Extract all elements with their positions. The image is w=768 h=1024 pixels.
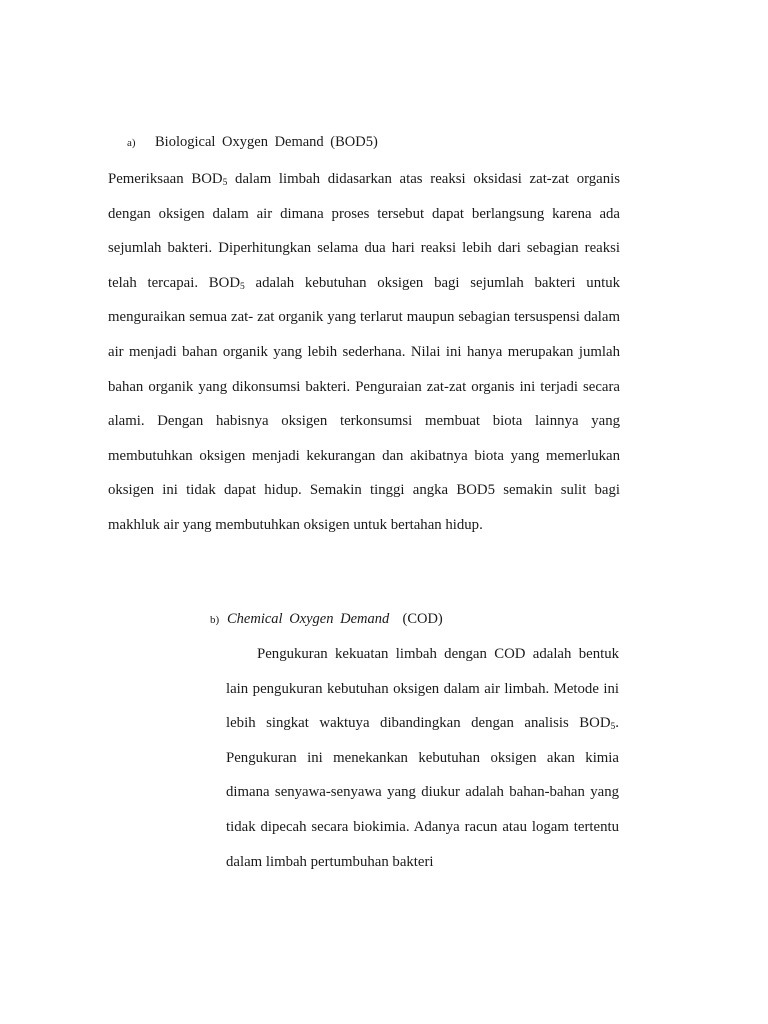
section-b-abbreviation: (COD) — [402, 611, 443, 627]
section-a-title: Biological Oxygen Demand (BOD5) — [155, 134, 378, 150]
section-a-text-2: dalam limbah didasarkan atas reaksi oksidasi zat-zat organis dengan oksigen dalam air dimana proses tersebut dapat berlangsung karena ada sejumlah bakteri. Diperhitungkan selama dua hari reaksi lebih dari sebagian reaksi telah tercapai. BOD — [108, 171, 620, 291]
section-b-text-1: Pengukuran kekuatan limbah dengan COD adalah bentuk lain pengukuran kebutuhan oksigen dalam air limbah. Metode ini lebih singkat waktuya dibandingkan dengan analisis BOD — [226, 646, 619, 732]
section-a-text-1: Pemeriksaan BOD — [108, 171, 223, 187]
section-b-heading — [210, 611, 443, 628]
section-b-text-2: . Pengukuran ini menekankan kebutuhan oksigen akan kimia dimana senyawa-senyawa yang diukur adalah bahan-bahan yang tidak dipecah secara biokimia. Adanya racun atau logam tertentu dalam limbah pertumbuhan bakteri — [226, 715, 619, 870]
section-a-paragraph — [108, 162, 620, 543]
section-b-paragraph — [226, 637, 619, 879]
section-a-heading — [127, 134, 378, 151]
section-a-subscript-2: 5 — [240, 281, 245, 292]
section-b-marker: b) — [210, 614, 220, 626]
section-a-marker: a) — [127, 137, 136, 149]
section-a-text-3: adalah kebutuhan oksigen bagi sejumlah bakteri untuk menguraikan semua zat- zat organik yang terlarut maupun sebagian tersuspensi dalam air menjadi bahan organik yang lebih sederhana. Nilai ini hanya merupakan jumlah bahan organik yang dikonsumsi bakteri. Penguraian zat-zat organis ini terjadi secara alami. Dengan habisnya oksigen terkonsumsi membuat biota lainnya yang membutuhkan oksigen menjadi kekurangan dan akibatnya biota yang memerlukan oksigen ini tidak dapat hidup. Semakin tinggi angka BOD5 semakin sulit bagi makhluk air yang membutuhkan oksigen untuk bertahan hidup. — [108, 274, 621, 533]
section-b-subscript-1: 5 — [610, 722, 616, 733]
section-a-subscript-1: 5 — [222, 178, 228, 188]
section-b-title: Chemical Oxygen Demand — [227, 611, 390, 627]
